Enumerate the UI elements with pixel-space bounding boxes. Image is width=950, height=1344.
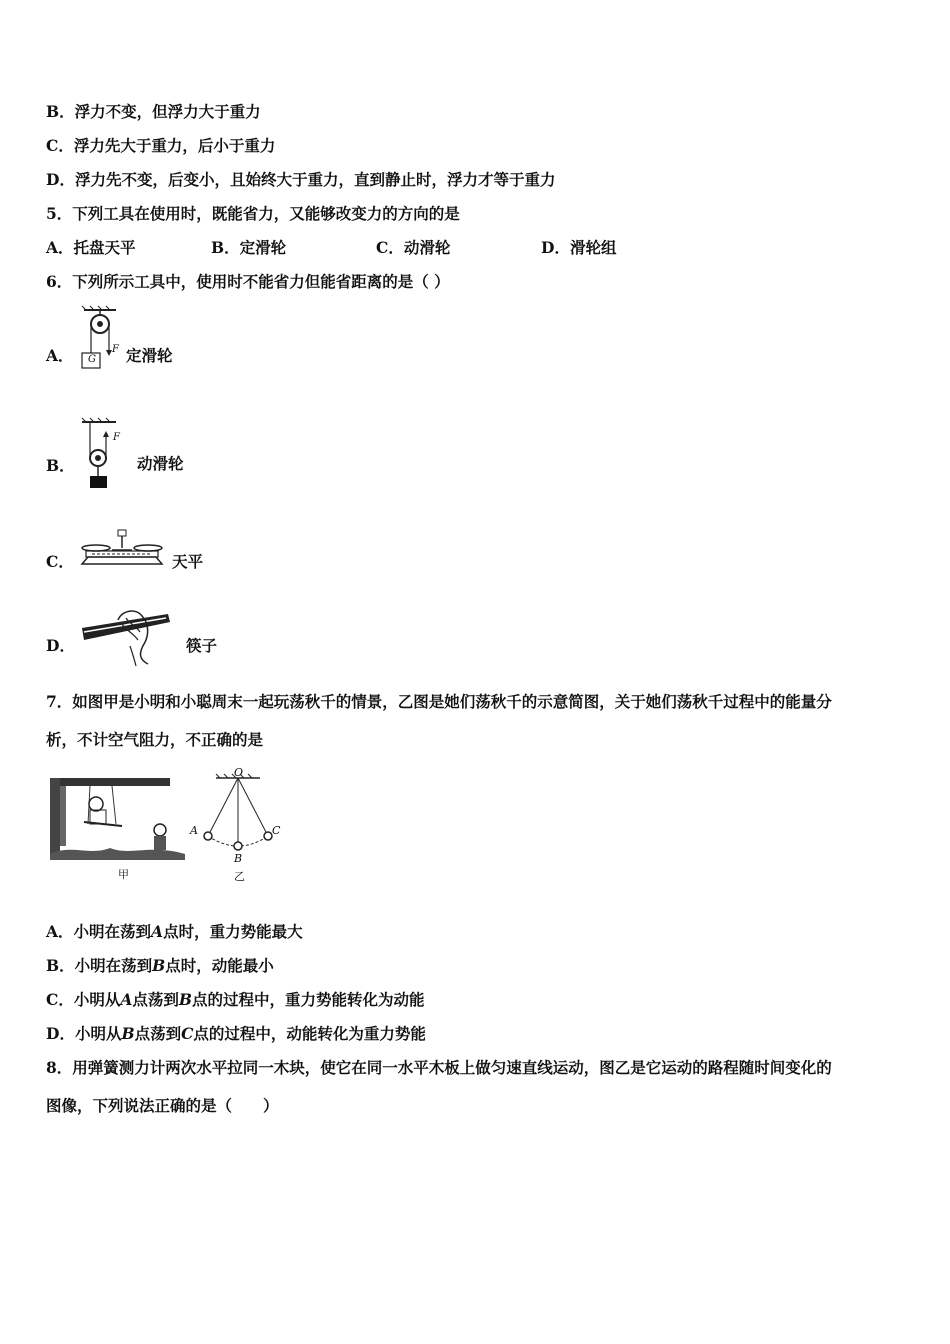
pendulum-point-c: C	[272, 824, 281, 837]
q7-option-d: D．小明从B点荡到C点的过程中，动能转化为重力势能	[46, 1024, 426, 1043]
swing-scene-illustration	[50, 774, 185, 860]
q6-option-c-caption: 天平	[172, 552, 204, 571]
q6-option-c-letter: C．	[46, 552, 74, 571]
q6-option-d-letter: D．	[46, 636, 75, 655]
q5-option-d: D．滑轮组	[541, 238, 617, 257]
q6-a-g-label: G	[88, 354, 96, 365]
q5-option-c: C．动滑轮	[376, 238, 451, 257]
q8-stem-line2: 图像，下列说法正确的是（ ）	[46, 1096, 279, 1115]
q4-option-b: B．浮力不变，但浮力大于重力	[46, 102, 261, 121]
q5-option-b: B．定滑轮	[211, 238, 287, 257]
q6-stem: 6．下列所示工具中，使用时不能省力但能省距离的是（ ）	[46, 272, 450, 291]
q5-option-a: A．托盘天平	[46, 238, 136, 257]
pendulum-diagram	[196, 766, 296, 870]
q6-option-b-letter: B．	[46, 456, 75, 475]
q4-option-c: C．浮力先大于重力，后小于重力	[46, 136, 276, 155]
chopsticks-hand-icon	[78, 606, 174, 668]
q7-stem-line1: 7．如图甲是小明和小聪周末一起玩荡秋千的情景，乙图是她们荡秋千的示意简图，关于她们荡秋千过程中的能量分	[46, 692, 832, 711]
q6-option-a-letter: A．	[46, 346, 74, 365]
balance-scale-icon	[78, 528, 168, 570]
q5-stem: 5．下列工具在使用时，既能省力，又能够改变力的方向的是	[46, 204, 460, 223]
pendulum-point-b: B	[234, 852, 243, 865]
q8-stem-line1: 8．用弹簧测力计两次水平拉同一木块，使它在同一水平木板上做匀速直线运动，图乙是它运动的路程随时间变化的	[46, 1058, 832, 1077]
q6-b-f-label: F	[113, 432, 120, 443]
movable-pulley-icon	[80, 418, 120, 490]
q6-option-d-caption: 筷子	[186, 636, 218, 655]
q6-a-f-label: F	[112, 344, 119, 355]
q7-figure-yi-label: 乙	[234, 870, 245, 883]
q6-option-a-caption: 定滑轮	[126, 346, 173, 365]
q6-option-b-caption: 动滑轮	[137, 454, 184, 473]
q7-stem-line2: 析，不计空气阻力，不正确的是	[46, 730, 264, 749]
q5-options	[46, 238, 896, 258]
pendulum-point-o: O	[234, 766, 244, 779]
q7-option-c: C．小明从A点荡到B点的过程中，重力势能转化为动能	[46, 990, 425, 1009]
q7-option-a: A．小明在荡到A点时，重力势能最大	[46, 922, 303, 941]
q7-option-b: B．小明在荡到B点时，动能最小	[46, 956, 274, 975]
q4-option-d: D．浮力先不变，后变小，且始终大于重力，直到静止时，浮力才等于重力	[46, 170, 556, 189]
pendulum-point-a: A	[190, 824, 198, 837]
q7-figure-jia-label: 甲	[118, 868, 129, 881]
fixed-pulley-icon	[76, 308, 126, 374]
